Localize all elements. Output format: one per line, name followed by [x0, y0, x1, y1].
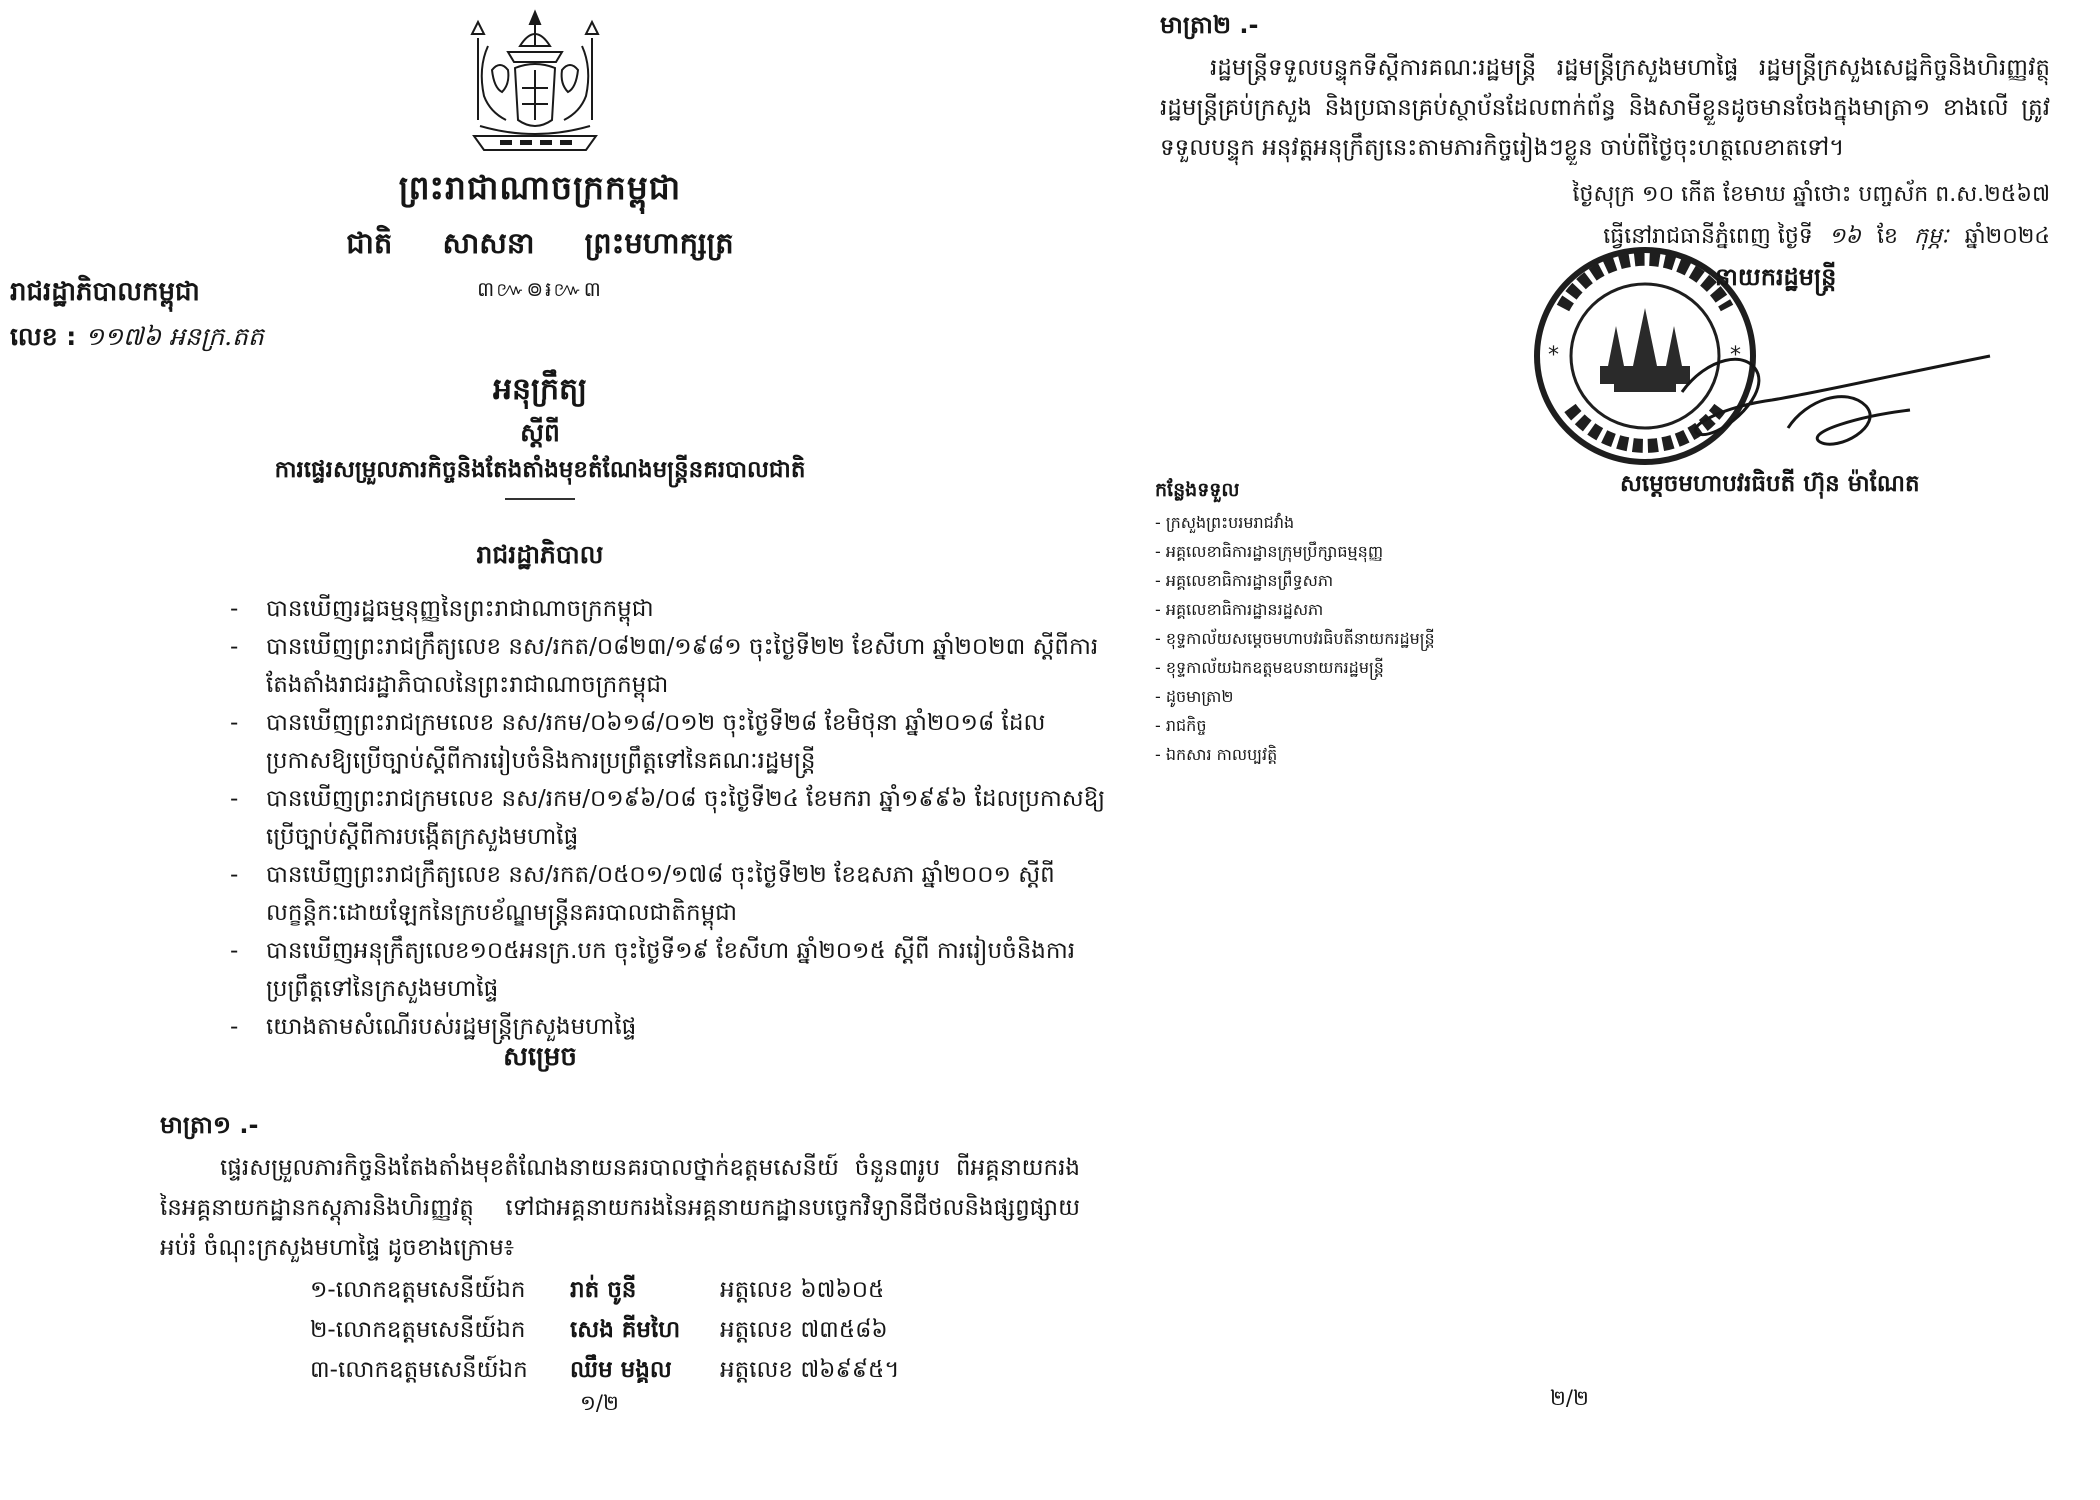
officer-id: ៧៣៥៨៦ [800, 1317, 888, 1343]
concerning-label: ស្ដីពី [520, 418, 560, 447]
motto-religion: សាសនា [442, 226, 535, 260]
officer-list [310, 1270, 899, 1390]
legal-basis-item: - បានឃើញព្រះរាជក្រឹត្យលេខ នស/រកត/០៥០១/១៧៨ ចុះថ្ងៃទី២២ ខែឧសភា ឆ្នាំ២០០១ ស្ដីពីលក្ខន្តិកៈដោយឡែកនៃក្របខ័ណ្ឌមន្ត្រីនគរបាលជាតិកម្ពុជា [230, 856, 1110, 932]
recipient-item: - អគ្គលេខាធិការដ្ឋានរដ្ឋសភា [1155, 595, 1435, 624]
recipient-item: - ដូចមាត្រា២ [1155, 682, 1435, 711]
officer-id-label: អត្តលេខ [720, 1317, 793, 1343]
officer-name: ឈឹម មង្គល [570, 1357, 672, 1383]
officer-rank: ៣-លោកឧត្ដមសេនីយ៍ឯក [310, 1357, 528, 1383]
article-two-text: រដ្ឋមន្ត្រីទទួលបន្ទុកទីស្ដីការគណៈរដ្ឋមន្ត្រី រដ្ឋមន្ត្រីក្រសួងមហាផ្ទៃ រដ្ឋមន្ត្រីក្រសួងសេដ្ឋកិច្ចនិងហិរញ្ញវត្ថុ រដ្ឋមន្ត្រីគ្រប់ក្រសួង និងប្រធានគ្រប់ស្ថាប័នដែលពាក់ព័ន្ធ និងសាមីខ្លួនដូចមានចែងក្នុងមាត្រា១ ខាងលើ ត្រូវទទួលបន្ទុក អនុវត្តអនុក្រឹត្យនេះតាមភារកិច្ចរៀងៗខ្លួន ចាប់ពីថ្ងៃចុះហត្ថលេខាតទៅ។ [1160, 55, 2050, 161]
government-name: រាជរដ្ឋាភិបាលកម្ពុជា [10, 277, 200, 307]
article-one-title: មាត្រា១ .- [160, 1111, 259, 1139]
royal-arms-emblem [460, 8, 610, 160]
handwritten-signature [1670, 330, 2000, 460]
article-two-title: មាត្រា២ .- [1160, 11, 1259, 39]
officer-name: សេង គីមហៃ [570, 1317, 681, 1343]
officer-id: ៧៦៩៩៥។ [800, 1357, 900, 1383]
officer-id-label: អត្តលេខ [720, 1357, 793, 1383]
officer-row [310, 1270, 899, 1310]
officer-rank: ២-លោកឧត្ដមសេនីយ៍ឯក [310, 1317, 526, 1343]
page-number: ១/២ [580, 1391, 619, 1415]
recipient-item: - ខុទ្ទកាល័យឯកឧត្ដមឧបនាយករដ្ឋមន្ត្រី [1155, 653, 1435, 682]
legal-basis-item: - បានឃើញព្រះរាជក្រមលេខ នស/រកម/០៦១៨/០១២ ចុះថ្ងៃទី២៨ ខែមិថុនា ឆ្នាំ២០១៨ ដែលប្រកាសឱ្យប្រើច្បាប់ស្ដីពីការរៀបចំនិងការប្រព្រឹត្តទៅនៃគណៈរដ្ឋមន្ត្រី [230, 704, 1110, 780]
signing-day: ១៦ [1828, 224, 1861, 249]
signing-month: កុម្ភៈ [1913, 224, 1949, 249]
legal-basis-item: - បានឃើញព្រះរាជក្រឹត្យលេខ នស/រកត/០៨២៣/១៩៨១ ចុះថ្ងៃទី២២ ខែសីហា ឆ្នាំ២០២៣ ស្ដីពីការតែងតាំងរាជរដ្ឋាភិបាលនៃព្រះរាជាណាចក្រកម្ពុជា [230, 628, 1110, 704]
article-one-text: ផ្ទេរសម្រួលភារកិច្ចនិងតែងតាំងមុខតំណែងនាយនគរបាលថ្នាក់ឧត្ដមសេនីយ៍ ចំនួន៣រូប ពីអគ្គនាយករងនៃអគ្គនាយកដ្ឋានកស្ដុភារនិងហិរញ្ញវត្ថុ ទៅជាអគ្គនាយករងនៃអគ្គនាយកដ្ឋានបច្ចេកវិទ្យានីជីថលនិងផ្សព្វផ្សាយអប់រំ ចំណុះក្រសួងមហាផ្ទៃ ដូចខាងក្រោម៖ [160, 1155, 1080, 1261]
legal-basis-item: - បានឃើញរដ្ឋធម្មនុញ្ញនៃព្រះរាជាណាចក្រកម្ពុជា [230, 590, 1110, 628]
lunar-date: ថ្ងៃសុក្រ ១០ កើត ខែមាឃ ឆ្នាំថោះ បញ្ចស័ក ព.ស.២៥៦៧ [1572, 182, 2050, 207]
page-two [1130, 0, 2100, 1500]
issuer-heading: រាជរដ្ឋាភិបាល [476, 540, 604, 569]
reference-label: លេខ : [10, 322, 77, 351]
officer-id-label: អត្តលេខ [720, 1277, 793, 1303]
recipient-item: - អគ្គលេខាធិការដ្ឋានក្រុមប្រឹក្សាធម្មនុញ្ញ [1155, 537, 1435, 566]
signing-place: ធ្វើនៅរាជធានីភ្នំពេញ ថ្ងៃទី [1603, 224, 1813, 249]
svg-text:*: * [1730, 343, 1741, 368]
officer-rank: ១-លោកឧត្ដមសេនីយ៍ឯក [310, 1277, 526, 1303]
heading-ornament: ៣៚៙៛៚៣ [477, 277, 603, 301]
legal-basis-list [230, 590, 1110, 1046]
national-motto [300, 226, 780, 268]
recipient-item: - អគ្គលេខាធិការដ្ឋានព្រឹទ្ធសភា [1155, 566, 1435, 595]
recipient-item: - រាជកិច្ច [1155, 711, 1435, 740]
motto-king: ព្រះមហាក្សត្រ [584, 226, 734, 260]
svg-text:*: * [1548, 343, 1559, 368]
recipients-heading: កន្លែងទទួល [1155, 479, 1240, 501]
kingdom-heading: ព្រះរាជាណាចក្រកម្ពុជា [398, 168, 682, 207]
signatory-name: សម្ដេចមហាបវរធិបតី ហ៊ុន ម៉ាណែត [1620, 471, 1920, 497]
signing-year: ឆ្នាំ២០២៤ [1964, 224, 2050, 249]
motto-nation: ជាតិ [346, 226, 393, 260]
recipient-item: - ខុទ្ទកាល័យសម្ដេចមហាបវរធិបតីនាយករដ្ឋមន្ត្រី [1155, 624, 1435, 653]
officer-row [310, 1350, 899, 1390]
subject-divider [505, 498, 575, 500]
decision-heading: សម្រេច [503, 1042, 577, 1072]
officer-id: ៦៧៦០៥ [800, 1277, 885, 1303]
recipient-item: - ក្រសួងព្រះបរមរាជវាំង [1155, 508, 1435, 537]
recipient-item: - ឯកសារ កាលប្បវត្តិ [1155, 740, 1435, 769]
officer-name: រាត់ ចូនី [570, 1277, 637, 1303]
reference-number [10, 322, 264, 358]
legal-basis-item: - បានឃើញអនុក្រឹត្យលេខ១០៥អនក្រ.បក ចុះថ្ងៃទី១៩ ខែសីហា ឆ្នាំ២០១៥ ស្ដីពី ការរៀបចំនិងការប្រព្រឹត្តទៅនៃក្រសួងមហាផ្ទៃ [230, 932, 1110, 1008]
signatory-title: នាយករដ្ឋមន្ត្រី [1715, 263, 1837, 291]
legal-basis-item: - យោងតាមសំណើរបស់រដ្ឋមន្ត្រីក្រសួងមហាផ្ទៃ [230, 1008, 1110, 1046]
page-number: ២/២ [1550, 1386, 1589, 1410]
document-type: អនុក្រឹត្យ [492, 372, 588, 407]
document-subject: ការផ្ទេរសម្រួលភារកិច្ចនិងតែងតាំងមុខតំណែងមន្ត្រីនគរបាលជាតិ [274, 457, 806, 483]
legal-basis-item: - បានឃើញព្រះរាជក្រមលេខ នស/រកម/០១៩៦/០៨ ចុះថ្ងៃទី២៤ ខែមករា ឆ្នាំ១៩៩៦ ដែលប្រកាសឱ្យប្រើច្បាប់ស្ដីពីការបង្កើតក្រសួងមហាផ្ទៃ [230, 780, 1110, 856]
signing-month-label: ខែ [1876, 224, 1898, 249]
recipients-list [1155, 508, 1435, 769]
reference-value: ១១៧៦ អនក្រ.តត [85, 322, 264, 351]
officer-row [310, 1310, 899, 1350]
